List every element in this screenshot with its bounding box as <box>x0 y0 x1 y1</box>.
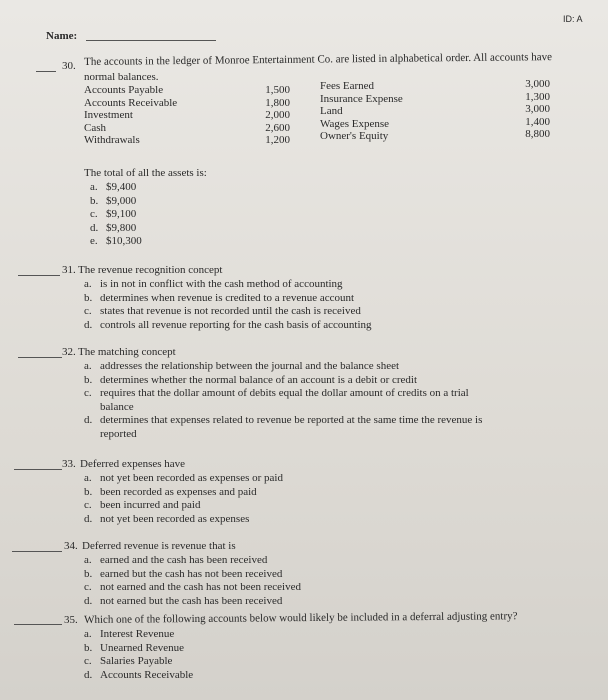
option-d[interactable]: d. not yet been recorded as expenses <box>84 512 250 525</box>
account-amount: 1,400 <box>525 115 550 128</box>
answer-blank-35[interactable] <box>14 624 62 625</box>
account-name: Investment <box>84 109 133 121</box>
account-name: Land <box>320 105 343 117</box>
option-b[interactable]: b. determines whether the normal balance of an account is a debit or credit <box>84 373 418 386</box>
option-list <box>84 278 372 332</box>
question-text: The matching concept <box>78 346 176 358</box>
option-d[interactable]: d. not earned but the cash has been received <box>84 594 283 607</box>
option-a[interactable]: a. Interest Revenue <box>84 628 175 640</box>
account-name: Insurance Expense <box>320 92 403 105</box>
ledger-left-accounts <box>84 84 177 147</box>
option-b[interactable]: b. $9,000 <box>90 194 137 207</box>
option-c[interactable]: c. not earned and the cash has not been received <box>84 581 301 594</box>
option-b[interactable]: b. Unearned Revenue <box>84 641 184 654</box>
option-b[interactable]: b. determines when revenue is credited to a revenue account <box>84 291 355 304</box>
option-c[interactable]: c. Salaries Payable <box>84 655 173 668</box>
option-c[interactable]: c. been incurred and paid <box>84 499 201 512</box>
question-text: Deferred revenue is revenue that is <box>82 540 236 552</box>
name-label: Name: <box>46 30 78 42</box>
option-b[interactable]: b. been recorded as expenses and paid <box>84 485 257 498</box>
option-d[interactable]: d. Accounts Receivable <box>84 668 194 681</box>
option-c-cont: balance <box>100 400 134 413</box>
option-list <box>84 628 193 682</box>
account-amount: 1,300 <box>525 90 550 103</box>
question-number: 32. <box>62 346 76 358</box>
question-number: 34. <box>64 540 78 552</box>
account-amount: 3,000 <box>525 78 550 90</box>
account-amount: 3,000 <box>525 103 550 115</box>
question-number: 30. <box>62 60 76 72</box>
account-amount: 1,500 <box>265 84 290 96</box>
question-text: Which one of the following accounts below would likely be included in a deferral adjusting entry? <box>84 610 518 626</box>
question-text: Deferred expenses have <box>80 458 186 470</box>
answer-blank-32[interactable] <box>18 357 62 358</box>
option-b[interactable]: b. earned but the cash has not been received <box>84 567 283 580</box>
option-a[interactable]: a. not yet been recorded as expenses or paid <box>84 472 283 484</box>
question-prompt: The total of all the assets is: <box>84 167 207 179</box>
account-name: Accounts Receivable <box>84 96 178 109</box>
option-d[interactable]: d. determines that expenses related to revenue be reported at the same time the revenue is <box>84 414 483 427</box>
answer-blank-31[interactable] <box>18 275 60 276</box>
option-c[interactable]: c. requires that the dollar amount of debits equal the dollar amount of credits on a trial <box>84 387 469 400</box>
ledger-right-accounts <box>320 80 403 143</box>
option-e[interactable]: e. $10,300 <box>90 235 142 248</box>
option-d[interactable]: d. controls all revenue reporting for the cash basis of accounting <box>84 318 372 331</box>
account-name: Cash <box>84 121 106 134</box>
account-name: Owner's Equity <box>320 130 389 142</box>
question-number: 31. <box>62 264 76 276</box>
option-list <box>84 554 301 608</box>
option-a[interactable]: a. earned and the cash has been received <box>84 554 268 566</box>
id-label: ID: A <box>563 14 583 24</box>
account-amount: 8,800 <box>525 128 550 140</box>
option-d[interactable]: d. $9,800 <box>90 221 137 234</box>
option-c[interactable]: c. states that revenue is not recorded until the cash is received <box>84 305 361 318</box>
option-a[interactable]: a. is in not in conflict with the cash method of accounting <box>84 278 343 290</box>
account-amount: 2,000 <box>265 109 290 121</box>
ledger-right-amounts <box>504 78 550 141</box>
account-name: Wages Expense <box>320 117 390 130</box>
question-text-cont: normal balances. <box>84 71 159 83</box>
answer-blank-30[interactable] <box>36 71 56 72</box>
question-text: The revenue recognition concept <box>78 264 223 276</box>
option-c[interactable]: c. $9,100 <box>90 208 137 221</box>
option-list <box>84 360 482 442</box>
option-d-cont: reported <box>100 427 137 440</box>
account-amount: 1,800 <box>265 96 290 109</box>
option-list <box>90 181 142 249</box>
name-field-line[interactable] <box>86 40 216 41</box>
option-a[interactable]: a. $9,400 <box>90 181 137 193</box>
account-amount: 2,600 <box>265 121 290 134</box>
account-name: Withdrawals <box>84 134 140 146</box>
ledger-left-amounts <box>244 84 290 147</box>
question-number: 35. <box>64 614 78 626</box>
option-a[interactable]: a. addresses the relationship between the journal and the balance sheet <box>84 360 400 372</box>
question-text: The accounts in the ledger of Monroe Entertainment Co. are listed in alphabetical order. All accounts have <box>84 51 553 68</box>
account-amount: 1,200 <box>265 134 290 146</box>
option-list <box>84 472 283 526</box>
answer-blank-33[interactable] <box>14 469 62 470</box>
account-name: Accounts Payable <box>84 84 164 96</box>
question-number: 33. <box>62 458 76 470</box>
account-name: Fees Earned <box>320 80 375 92</box>
answer-blank-34[interactable] <box>12 551 62 552</box>
